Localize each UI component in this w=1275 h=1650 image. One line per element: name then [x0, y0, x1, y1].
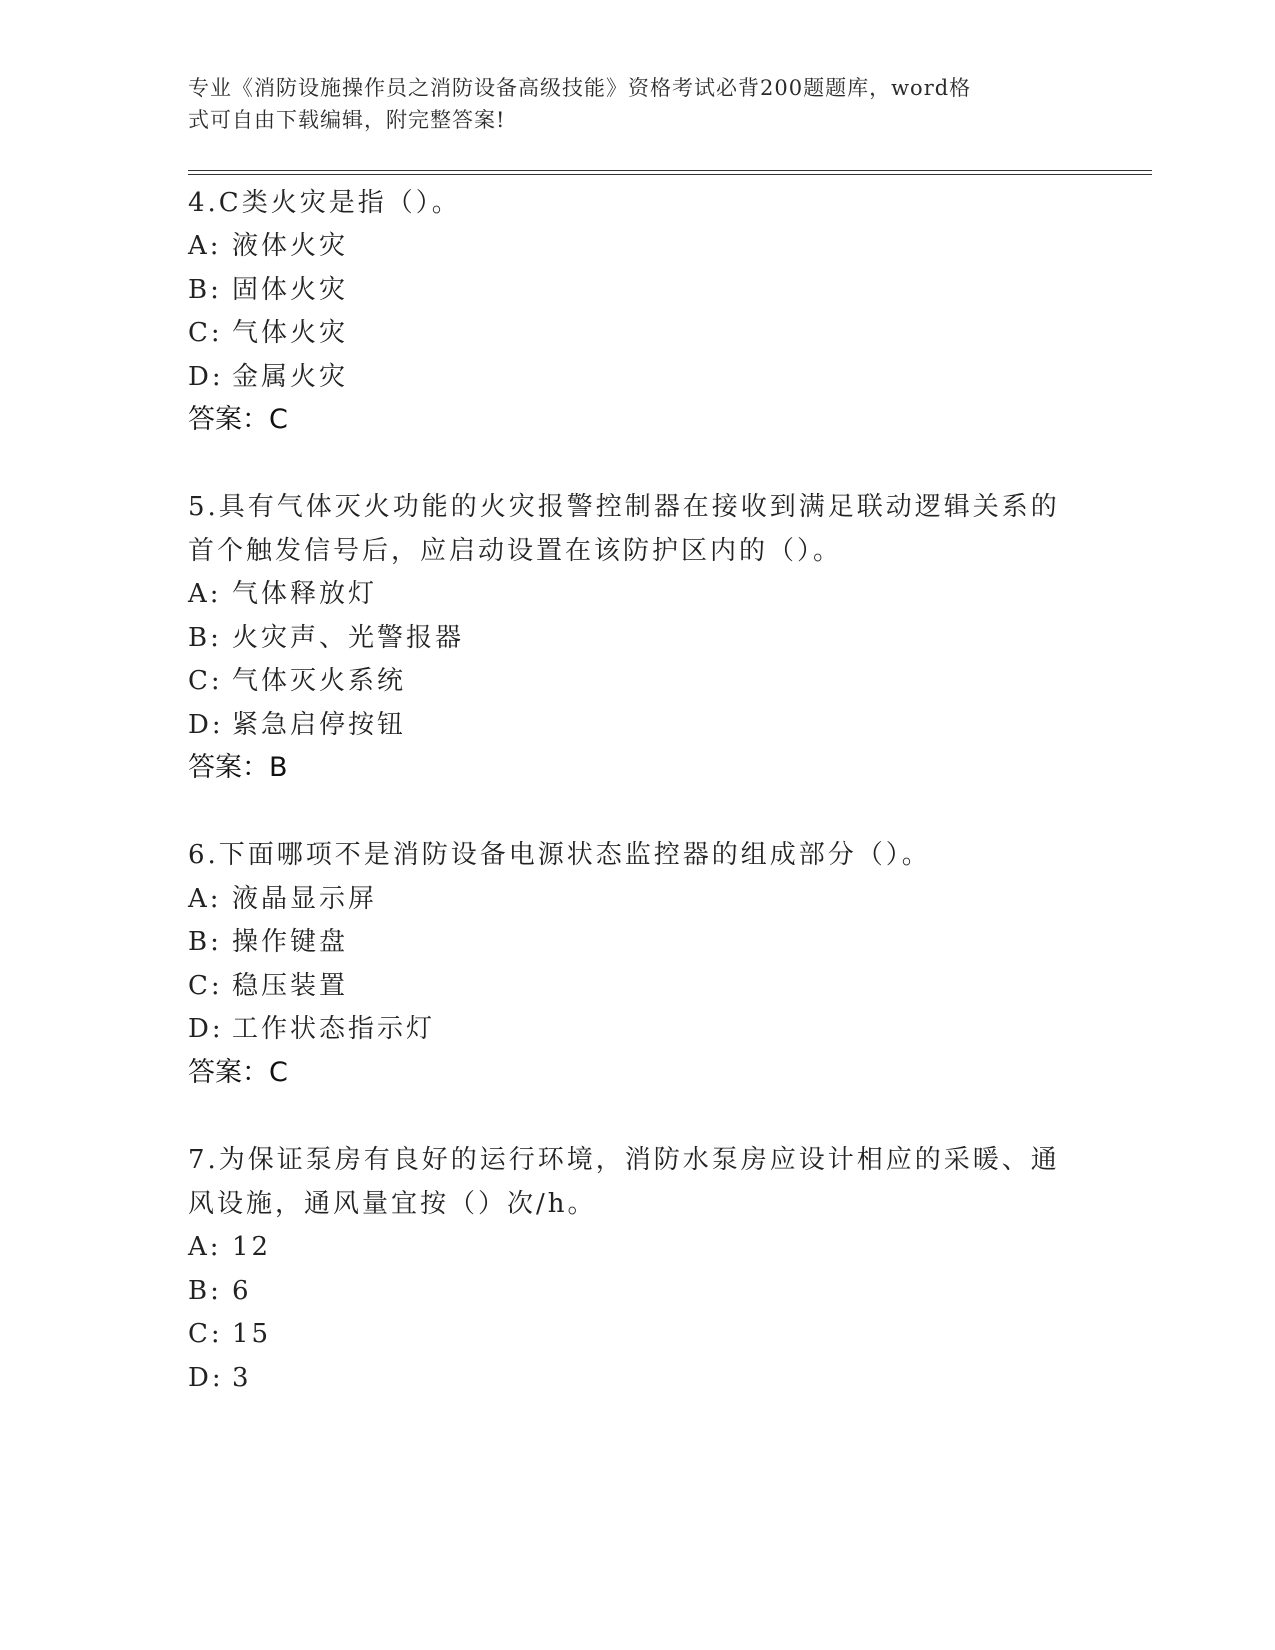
question-4-option-a: [188, 226, 348, 266]
header-line-2: 式可自由下载编辑，附完整答案!: [188, 108, 506, 132]
question-7-option-c: [188, 1314, 271, 1354]
option-text: 工作状态指示灯: [232, 1014, 436, 1044]
option-letter: B:: [188, 275, 222, 305]
question-7-option-b: [188, 1271, 252, 1311]
option-text: 3: [232, 1363, 252, 1393]
question-4-stem: 4.C类火灾是指（）。: [188, 188, 461, 218]
option-letter: D:: [188, 362, 224, 392]
question-6-stem: 6.下面哪项不是消防设备电源状态监控器的组成部分（）。: [188, 840, 931, 870]
question-6-option-d: [188, 1009, 435, 1049]
option-letter: D:: [188, 1014, 224, 1044]
option-text: 固体火灾: [232, 275, 349, 305]
question-4-option-b: [188, 270, 348, 310]
option-text: 液晶显示屏: [232, 884, 378, 914]
option-letter: C:: [188, 666, 223, 696]
question-6-option-c: [188, 966, 348, 1006]
option-letter: C:: [188, 1319, 223, 1349]
question-5-stem-line-1: 5.具有气体灭火功能的火灾报警控制器在接收到满足联动逻辑关系的: [188, 492, 1060, 522]
option-text: 稳压装置: [232, 971, 349, 1001]
question-7-option-d: [188, 1358, 252, 1398]
header-divider-bottom: [188, 174, 1152, 175]
option-letter: A:: [188, 579, 222, 609]
option-text: 紧急启停按钮: [232, 710, 407, 740]
option-text: 15: [232, 1319, 272, 1349]
question-5-option-b: [188, 618, 464, 658]
question-4-option-c: [188, 313, 348, 353]
question-5-stem-line-2: 首个触发信号后，应启动设置在该防护区内的（）。: [188, 536, 843, 566]
option-text: 气体火灾: [232, 318, 349, 348]
option-text: 液体火灾: [232, 231, 349, 261]
option-letter: B:: [188, 623, 222, 653]
question-6-answer: 答案：C: [188, 1057, 288, 1088]
option-letter: C:: [188, 971, 223, 1001]
option-text: 气体释放灯: [232, 579, 378, 609]
option-letter: D:: [188, 1363, 224, 1393]
option-text: 6: [232, 1276, 252, 1306]
option-letter: A:: [188, 1232, 222, 1262]
question-4-answer: 答案：C: [188, 404, 288, 435]
question-6-option-a: [188, 879, 377, 919]
question-7-stem-line-2: 风设施，通风量宜按（）次/h。: [188, 1189, 597, 1219]
option-letter: B:: [188, 1276, 222, 1306]
question-5-option-a: [188, 574, 377, 614]
header-divider-top: [188, 170, 1152, 171]
option-letter: A:: [188, 884, 222, 914]
question-5-answer: 答案：B: [188, 752, 288, 783]
option-letter: C:: [188, 318, 223, 348]
question-7-option-a: [188, 1227, 271, 1267]
option-letter: A:: [188, 231, 222, 261]
question-5-option-c: [188, 661, 406, 701]
option-text: 金属火灾: [232, 362, 349, 392]
option-text: 火灾声、光警报器: [232, 623, 465, 653]
header-line-1: 专业《消防设施操作员之消防设备高级技能》资格考试必背200题题库，word格: [188, 76, 972, 100]
option-text: 气体灭火系统: [232, 666, 407, 696]
option-text: 12: [232, 1232, 272, 1262]
option-text: 操作键盘: [232, 927, 349, 957]
question-7-stem-line-1: 7.为保证泵房有良好的运行环境，消防水泵房应设计相应的采暖、通: [188, 1145, 1060, 1175]
question-5-option-d: [188, 705, 406, 745]
question-4-option-d: [188, 357, 348, 397]
option-letter: D:: [188, 710, 224, 740]
question-6-option-b: [188, 922, 348, 962]
option-letter: B:: [188, 927, 222, 957]
